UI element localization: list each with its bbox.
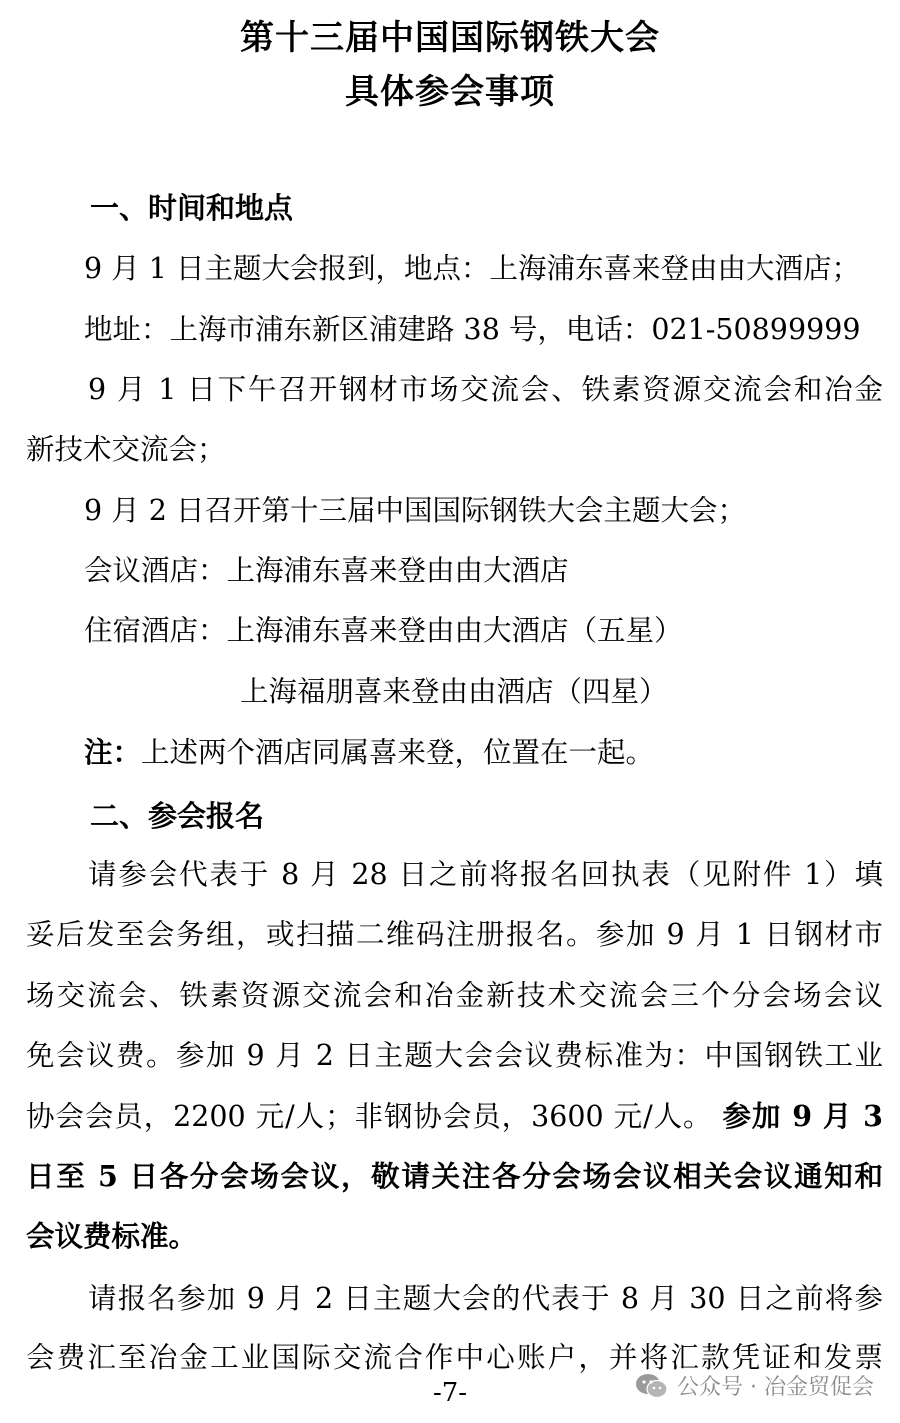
wechat-watermark bbox=[635, 1370, 874, 1401]
paragraph-line: 妥后发至会务组，或扫描二维码注册报名。参加 9 月 1 日钢材市 bbox=[26, 918, 883, 951]
paragraph-line-bold: 会议费标准。 bbox=[26, 1219, 198, 1253]
paragraph-line: 免会议费。参加 9 月 2 日主题大会会议费标准为：中国钢铁工业 bbox=[26, 1039, 883, 1072]
note-text: 上述两个酒店同属喜来登，位置在一起。 bbox=[141, 736, 655, 769]
paragraph-line-bold: 日至 5 日各分会场会议，敬请关注各分会场会议相关会议通知和 bbox=[26, 1159, 883, 1193]
fee-notice-bold: 参加 9 月 3 bbox=[722, 1099, 883, 1133]
note-label: 注： bbox=[84, 735, 142, 769]
paragraph-line: 场交流会、铁素资源交流会和冶金新技术交流会三个分会场会议 bbox=[26, 979, 883, 1012]
wechat-icon bbox=[635, 1373, 669, 1399]
note-line bbox=[84, 734, 654, 771]
section-heading-registration: 二、参会报名 bbox=[90, 799, 265, 833]
paragraph-line: 9 月 1 日下午召开钢材市场交流会、铁素资源交流会和冶金 bbox=[88, 373, 883, 406]
paragraph-line: 会费汇至冶金工业国际交流合作中心账户，并将汇款凭证和发票 bbox=[26, 1341, 883, 1374]
conference-hotel-line: 会议酒店：上海浦东喜来登由由大酒店 bbox=[84, 554, 569, 587]
paragraph-line-mixed bbox=[26, 1098, 883, 1135]
paragraph-line: 请报名参加 9 月 2 日主题大会的代表于 8 月 30 日之前将参 bbox=[88, 1282, 883, 1315]
document-title: 第十三届中国国际钢铁大会 bbox=[240, 18, 660, 58]
paragraph-line: 地址：上海市浦东新区浦建路 38 号，电话：021-50899999 bbox=[84, 313, 861, 346]
page-number: -7- bbox=[432, 1378, 468, 1408]
paragraph-line: 9 月 2 日召开第十三届中国国际钢铁大会主题大会； bbox=[84, 494, 746, 527]
accommodation-hotel-line: 住宿酒店：上海浦东喜来登由由大酒店（五星） bbox=[84, 614, 683, 647]
paragraph-line: 新技术交流会； bbox=[26, 433, 226, 466]
section-heading-time-place: 一、时间和地点 bbox=[90, 191, 294, 225]
paragraph-line: 9 月 1 日主题大会报到，地点：上海浦东喜来登由由大酒店； bbox=[84, 252, 860, 285]
accommodation-hotel-line-2: 上海福朋喜来登由由酒店（四星） bbox=[240, 675, 668, 708]
fee-text: 协会会员，2200 元/人；非钢协会员，3600 元/人。 bbox=[26, 1100, 713, 1133]
document-subtitle: 具体参会事项 bbox=[345, 72, 555, 112]
paragraph-line: 请参会代表于 8 月 28 日之前将报名回执表（见附件 1）填 bbox=[88, 858, 883, 891]
watermark-text: 公众号 · 冶金贸促会 bbox=[677, 1375, 874, 1400]
